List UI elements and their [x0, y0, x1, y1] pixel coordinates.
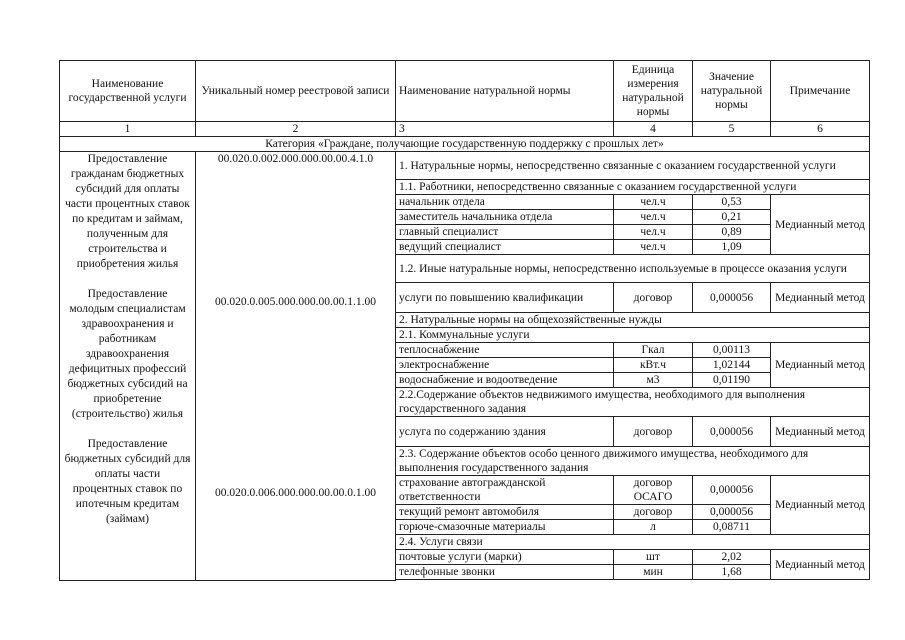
norm-name: начальник отдела: [396, 195, 614, 210]
norm-value: 1,09: [693, 240, 771, 255]
norm-unit: договор: [614, 417, 693, 447]
norm-name: теплоснабжение: [396, 343, 614, 358]
registry-numbers-cell: [196, 152, 396, 581]
norm-value: 1,68: [693, 565, 771, 580]
norm-value: 0,89: [693, 225, 771, 240]
column-number: 4: [614, 122, 693, 137]
norm-name: страхование автогражданской ответственности: [396, 476, 614, 505]
note-cell: Медианный метод: [771, 343, 870, 388]
norm-name: горюче-смазочные материалы: [396, 520, 614, 535]
natural-norms-table: [59, 60, 870, 581]
header-unit: Единица измерения натуральной нормы: [614, 61, 693, 122]
norm-value: 2,02: [693, 550, 771, 565]
note-cell: Медианный метод: [771, 476, 870, 535]
norm-value: 0,000056: [693, 505, 771, 520]
norm-unit: договор ОСАГО: [614, 476, 693, 505]
norm-value: 1,02144: [693, 358, 771, 373]
column-number: 6: [771, 122, 870, 137]
norm-unit: л: [614, 520, 693, 535]
header-value: Значение натуральной нормы: [693, 61, 771, 122]
column-number: 1: [60, 122, 196, 137]
norm-name: почтовые услуги (марки): [396, 550, 614, 565]
section-heading: 1.2. Иные натуральные нормы, непосредственно используемые в процессе оказания услуги: [396, 255, 870, 283]
header-norm-name: Наименование натуральной нормы: [396, 61, 614, 122]
norm-value: 0,000056: [693, 476, 771, 505]
norm-unit: чел.ч: [614, 225, 693, 240]
norm-value: 0,00113: [693, 343, 771, 358]
norm-name: услуги по повышению квалификации: [396, 283, 614, 313]
norm-name: услуга по содержанию здания: [396, 417, 614, 447]
norm-unit: чел.ч: [614, 210, 693, 225]
section-heading: 2.2.Содержание объектов недвижимого имущества, необходимого для выполнения государственного задания: [396, 388, 870, 417]
note-cell: Медианный метод: [771, 550, 870, 580]
norm-name: электроснабжение: [396, 358, 614, 373]
header-note: Примечание: [771, 61, 870, 122]
registry-number: 00.020.0.002.000.000.00.00.4.1.0: [217, 153, 374, 165]
column-number: 5: [693, 122, 771, 137]
section-row: [60, 152, 870, 180]
service-names-cell: [60, 152, 196, 581]
registry-number: 00.020.0.005.000.000.00.00.1.1.00: [215, 296, 376, 308]
norm-name: заместитель начальника отдела: [396, 210, 614, 225]
registry-number: 00.020.0.006.000.000.00.00.0.1.00: [215, 487, 376, 499]
section-heading: 2.4. Услуги связи: [396, 535, 870, 550]
norm-name: текущий ремонт автомобиля: [396, 505, 614, 520]
service-name: Предоставление гражданам бюджетных субсидий для оплаты части процентных ставок по кредитам и займам, полученным для строительства и приобретения жилья: [65, 153, 190, 270]
header-registry-number: Уникальный номер реестровой записи: [196, 61, 396, 122]
note-cell: Медианный метод: [771, 195, 870, 255]
norm-unit: Гкал: [614, 343, 693, 358]
norm-unit: мин: [614, 565, 693, 580]
norm-unit: чел.ч: [614, 195, 693, 210]
section-heading: 1.1. Работники, непосредственно связанные с оказанием государственной услуги: [396, 180, 870, 195]
norm-name: водоснабжение и водоотведение: [396, 373, 614, 388]
norm-value: 0,08711: [693, 520, 771, 535]
service-name: Предоставление молодым специалистам здравоохранения и работникам здравоохранения дефицитных профессий бюджетных субсидий на приобретение (строительство) жилья: [67, 288, 188, 420]
header-row: [60, 61, 870, 122]
norm-value: 0,000056: [693, 417, 771, 447]
norm-name: главный специалист: [396, 225, 614, 240]
norm-name: телефонные звонки: [396, 565, 614, 580]
section-heading: 2. Натуральные нормы на общехозяйственные нужды: [396, 313, 870, 328]
norm-value: 0,000056: [693, 283, 771, 313]
section-heading: 2.3. Содержание объектов особо ценного движимого имущества, необходимого для выполнения государственного задания: [396, 447, 870, 476]
norm-unit: договор: [614, 505, 693, 520]
section-heading: 1. Натуральные нормы, непосредственно связанные с оказанием государственной услуги: [396, 152, 870, 180]
column-number: 3: [396, 122, 614, 137]
service-name: Предоставление бюджетных субсидий для оплаты части процентных ставок по ипотечным кредитам (займам): [64, 438, 191, 525]
norm-unit: чел.ч: [614, 240, 693, 255]
header-service-name: Наименование государственной услуги: [60, 61, 196, 122]
column-numbers-row: [60, 122, 870, 137]
norm-unit: договор: [614, 283, 693, 313]
category-row: [60, 137, 870, 152]
column-number: 2: [196, 122, 396, 137]
note-cell: Медианный метод: [771, 283, 870, 313]
norm-unit: шт: [614, 550, 693, 565]
norm-name: ведущий специалист: [396, 240, 614, 255]
norm-value: 0,01190: [693, 373, 771, 388]
norm-unit: м3: [614, 373, 693, 388]
category-label: Категория «Граждане, получающие государственную поддержку с прошлых лет»: [60, 137, 870, 152]
norm-value: 0,53: [693, 195, 771, 210]
section-heading: 2.1. Коммунальные услуги: [396, 328, 870, 343]
norm-unit: кВт.ч: [614, 358, 693, 373]
norm-value: 0,21: [693, 210, 771, 225]
note-cell: Медианный метод: [771, 417, 870, 447]
